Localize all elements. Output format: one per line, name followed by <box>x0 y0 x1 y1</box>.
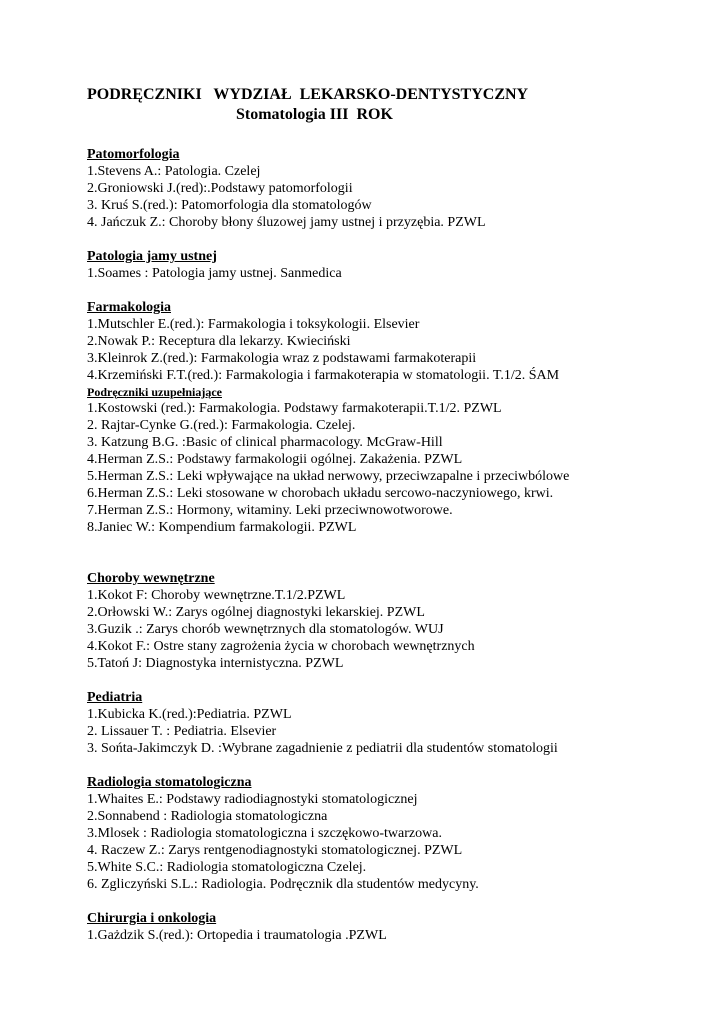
section-radiologia <box>87 774 717 893</box>
list-item: 1.Kostowski (red.): Farmakologia. Podstawy farmakoterapii.T.1/2. PZWL <box>87 401 502 416</box>
list-item: 3. Katzung B.G. :Basic of clinical pharmacology. McGraw-Hill <box>87 435 443 450</box>
list-item: 5.White S.C.: Radiologia stomatologiczna Czelej. <box>87 860 367 875</box>
list-item: 4. Jańczuk Z.: Choroby błony śluzowej jamy ustnej i przyzębia. PZWL <box>87 215 486 230</box>
document-subtitle: Stomatologia III ROK <box>236 106 393 123</box>
section-farmakologia <box>87 299 717 536</box>
list-item: 4.Kokot F.: Ostre stany zagrożenia życia w chorobach wewnętrznych <box>87 639 475 654</box>
document-content <box>87 146 717 944</box>
section-heading: Choroby wewnętrzne <box>87 571 215 586</box>
list-item: 3. Sońta-Jakimczyk D. :Wybrane zagadnienie z pediatrii dla studentów stomatologii <box>87 741 558 756</box>
list-item: 3.Guzik .: Zarys chorób wewnętrznych dla stomatologów. WUJ <box>87 622 444 637</box>
list-item: 3. Kruś S.(red.): Patomorfologia dla stomatologów <box>87 198 372 213</box>
list-item: 2.Sonnabend : Radiologia stomatologiczna <box>87 809 328 824</box>
document-title: PODRĘCZNIKI WYDZIAŁ LEKARSKO-DENTYSTYCZNY <box>87 86 529 103</box>
section-heading: Farmakologia <box>87 300 171 315</box>
section-chirurgia <box>87 910 717 944</box>
list-item: 6. Zgliczyński S.L.: Radiologia. Podręcznik dla studentów medycyny. <box>87 877 479 892</box>
list-item: 6.Herman Z.S.: Leki stosowane w chorobach układu sercowo-naczyniowego, krwi. <box>87 486 554 501</box>
section-patologia-jamy-ustnej <box>87 248 717 282</box>
section-heading: Patomorfologia <box>87 147 180 162</box>
section-heading: Chirurgia i onkologia <box>87 911 217 926</box>
list-item: 1.Stevens A.: Patologia. Czelej <box>87 164 261 179</box>
list-item: 3.Mlosek : Radiologia stomatologiczna i szczękowo-twarzowa. <box>87 826 442 841</box>
list-item: 3.Kleinrok Z.(red.): Farmakologia wraz z podstawami farmakoterapii <box>87 351 477 366</box>
list-item: 5.Tatoń J: Diagnostyka internistyczna. PZWL <box>87 656 344 671</box>
list-item: 8.Janiec W.: Kompendium farmakologii. PZWL <box>87 520 357 535</box>
list-item: 2.Nowak P.: Receptura dla lekarzy. Kwieciński <box>87 334 351 349</box>
supplementary-heading: Podręczniki uzupełniające <box>87 385 222 399</box>
section-heading: Patologia jamy ustnej <box>87 249 217 264</box>
section-heading: Pediatria <box>87 690 143 705</box>
list-item: 4.Herman Z.S.: Podstawy farmakologii ogólnej. Zakażenia. PZWL <box>87 452 463 467</box>
section-patomorfologia <box>87 146 717 231</box>
list-item: 2. Lissauer T. : Pediatria. Elsevier <box>87 724 277 739</box>
list-item: 2.Orłowski W.: Zarys ogólnej diagnostyki lekarskiej. PZWL <box>87 605 425 620</box>
list-item: 5.Herman Z.S.: Leki wpływające na układ nerwowy, przeciwzapalne i przeciwbólowe <box>87 469 570 484</box>
list-item: 1.Soames : Patologia jamy ustnej. Sanmedica <box>87 266 342 281</box>
list-item: 7.Herman Z.S.: Hormony, witaminy. Leki przeciwnowotworowe. <box>87 503 453 518</box>
list-item: 4. Raczew Z.: Zarys rentgenodiagnostyki stomatologicznej. PZWL <box>87 843 463 858</box>
list-item: 1.Whaites E.: Podstawy radiodiagnostyki stomatologicznej <box>87 792 418 807</box>
list-item: 1.Kubicka K.(red.):Pediatria. PZWL <box>87 707 292 722</box>
section-heading: Radiologia stomatologiczna <box>87 775 252 790</box>
list-item: 1.Kokot F: Choroby wewnętrzne.T.1/2.PZWL <box>87 588 346 603</box>
list-item: 2.Groniowski J.(red):.Podstawy patomorfologii <box>87 181 353 196</box>
section-pediatria <box>87 689 717 757</box>
list-item: 4.Krzemiński F.T.(red.): Farmakologia i farmakoterapia w stomatologii. T.1/2. ŚAM <box>87 368 560 383</box>
list-item: 1.Gażdzik S.(red.): Ortopedia i traumatologia .PZWL <box>87 928 387 943</box>
list-item: 2. Rajtar-Cynke G.(red.): Farmakologia. Czelej. <box>87 418 356 433</box>
list-item: 1.Mutschler E.(red.): Farmakologia i toksykologii. Elsevier <box>87 317 420 332</box>
section-choroby-wewnetrzne <box>87 570 717 672</box>
